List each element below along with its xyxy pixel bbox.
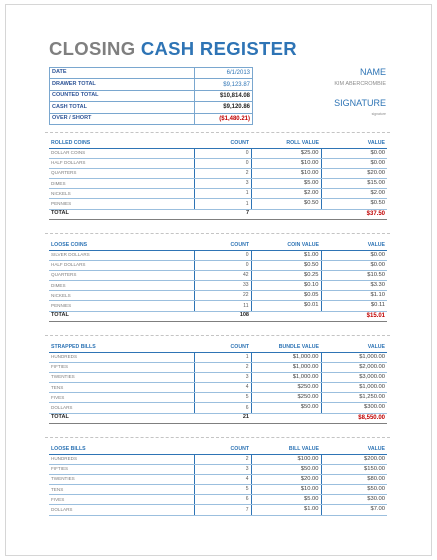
count-cell[interactable]: 7 (194, 505, 251, 515)
section-divider (45, 437, 390, 438)
denomination-cell: FIFTIES (49, 363, 194, 373)
column-header: ROLL VALUE (251, 139, 321, 149)
table-row (49, 261, 387, 271)
signature-heading: SIGNATURE (334, 98, 386, 108)
denomination-cell: DOLLARS (49, 403, 194, 413)
denomination-cell: FIVES (49, 495, 194, 505)
count-cell[interactable]: 6 (194, 403, 251, 413)
count-cell[interactable]: 3 (194, 465, 251, 475)
value-cell: $30.00 (321, 495, 387, 505)
table-header-row (49, 241, 387, 251)
unit-value-cell: $50.00 (251, 403, 321, 413)
table-row (49, 455, 387, 465)
signature-value[interactable]: signature (371, 112, 386, 116)
total-count: 21 (194, 413, 251, 423)
rolled-coins-table (49, 139, 387, 220)
counted-total-label: COUNTED TOTAL (50, 90, 195, 101)
value-cell: $300.00 (321, 403, 387, 413)
summary-row-counted-total (50, 90, 253, 101)
unit-value-cell: $50.00 (251, 465, 321, 475)
unit-value-cell: $100.00 (251, 455, 321, 465)
unit-value-cell: $0.01 (251, 301, 321, 311)
signature-block (260, 98, 386, 116)
denomination-cell: PENNIES (49, 199, 194, 209)
unit-value-cell: $0.25 (251, 271, 321, 281)
denomination-cell: FIFTIES (49, 465, 194, 475)
total-count: 7 (194, 209, 251, 219)
table-row (49, 403, 387, 413)
column-header: BUNDLE VALUE (251, 343, 321, 353)
column-header: COUNT (194, 445, 251, 455)
table-row (49, 291, 387, 301)
title-part-closing: CLOSING (49, 38, 136, 59)
unit-value-cell: $5.00 (251, 179, 321, 189)
value-cell: $0.11 (321, 301, 387, 311)
count-cell[interactable]: 33 (194, 281, 251, 291)
denomination-cell: NICKELS (49, 189, 194, 199)
value-cell: $80.00 (321, 475, 387, 485)
unit-value-cell: $1,000.00 (251, 373, 321, 383)
unit-value-cell: $2.00 (251, 189, 321, 199)
column-header: LOOSE BILLS (49, 445, 194, 455)
value-cell: $200.00 (321, 455, 387, 465)
unit-value-cell: $1,000.00 (251, 363, 321, 373)
denomination-cell: HALF DOLLARS (49, 159, 194, 169)
table-row (49, 393, 387, 403)
table-row (49, 475, 387, 485)
value-cell: $0.50 (321, 199, 387, 209)
page-title (49, 38, 297, 60)
column-header: ROLLED COINS (49, 139, 194, 149)
table-row (49, 281, 387, 291)
value-cell: $20.00 (321, 169, 387, 179)
table-row (49, 465, 387, 475)
column-header: BILL VALUE (251, 445, 321, 455)
denomination-cell: DOLLAR COINS (49, 149, 194, 159)
table-row (49, 169, 387, 179)
section-divider (45, 132, 390, 133)
value-cell: $1,000.00 (321, 383, 387, 393)
column-header: VALUE (321, 343, 387, 353)
value-cell: $0.00 (321, 261, 387, 271)
table-row (49, 149, 387, 159)
unit-value-cell: $25.00 (251, 149, 321, 159)
column-header: COUNT (194, 343, 251, 353)
count-cell[interactable]: 6 (194, 495, 251, 505)
total-blank (251, 311, 321, 321)
section-divider (45, 335, 390, 336)
denomination-cell: SILVER DOLLARS (49, 251, 194, 261)
column-header: COUNT (194, 241, 251, 251)
column-header: LOOSE COINS (49, 241, 194, 251)
column-header: VALUE (321, 445, 387, 455)
count-cell[interactable]: 2 (194, 363, 251, 373)
column-header: VALUE (321, 139, 387, 149)
value-cell: $0.00 (321, 159, 387, 169)
total-value: $37.50 (321, 209, 387, 219)
unit-value-cell: $1.00 (251, 505, 321, 515)
total-row (49, 413, 387, 423)
unit-value-cell: $0.05 (251, 291, 321, 301)
unit-value-cell: $0.10 (251, 281, 321, 291)
count-cell[interactable]: 4 (194, 475, 251, 485)
section-divider (45, 233, 390, 234)
table-row (49, 251, 387, 261)
strapped-bills-table (49, 343, 387, 424)
table-header-row (49, 139, 387, 149)
count-cell[interactable]: 0 (194, 159, 251, 169)
denomination-cell: HALF DOLLARS (49, 261, 194, 271)
unit-value-cell: $10.00 (251, 169, 321, 179)
column-header: STRAPPED BILLS (49, 343, 194, 353)
value-cell: $1.10 (321, 291, 387, 301)
summary-row-date (50, 68, 253, 79)
table-header-row (49, 343, 387, 353)
table-row (49, 485, 387, 495)
cash-total-label: CASH TOTAL (50, 102, 195, 113)
date-value[interactable]: 6/1/2013 (195, 68, 253, 79)
value-cell: $3,000.00 (321, 373, 387, 383)
unit-value-cell: $10.00 (251, 485, 321, 495)
denomination-cell: TENS (49, 485, 194, 495)
over-short-label: OVER / SHORT (50, 113, 195, 124)
value-cell: $7.00 (321, 505, 387, 515)
value-cell: $50.00 (321, 485, 387, 495)
unit-value-cell: $5.00 (251, 495, 321, 505)
denomination-cell: FIVES (49, 393, 194, 403)
total-label: TOTAL (49, 311, 194, 321)
count-cell[interactable]: 22 (194, 291, 251, 301)
value-cell: $2.00 (321, 189, 387, 199)
denomination-cell: HUNDREDS (49, 353, 194, 363)
table-row (49, 179, 387, 189)
table-row (49, 189, 387, 199)
denomination-cell: DIMES (49, 179, 194, 189)
table-row (49, 301, 387, 311)
denomination-cell: HUNDREDS (49, 455, 194, 465)
loose-coins-table (49, 241, 387, 322)
table-row (49, 159, 387, 169)
denomination-cell: QUARTERS (49, 169, 194, 179)
denomination-cell: TWENTIES (49, 373, 194, 383)
column-header: COUNT (194, 139, 251, 149)
total-value: $8,550.00 (321, 413, 387, 423)
unit-value-cell: $20.00 (251, 475, 321, 485)
denomination-cell: DIMES (49, 281, 194, 291)
denomination-cell: NICKELS (49, 291, 194, 301)
count-cell[interactable]: 1 (194, 353, 251, 363)
summary-row-drawer-total (50, 79, 253, 90)
total-blank (251, 209, 321, 219)
denomination-cell: QUARTERS (49, 271, 194, 281)
drawer-total-value[interactable]: $9,123.87 (195, 79, 253, 90)
total-row (49, 209, 387, 219)
unit-value-cell: $250.00 (251, 383, 321, 393)
denomination-cell: DOLLARS (49, 505, 194, 515)
unit-value-cell: $250.00 (251, 393, 321, 403)
count-cell[interactable]: 5 (194, 485, 251, 495)
drawer-total-label: DRAWER TOTAL (50, 79, 195, 90)
value-cell: $0.00 (321, 251, 387, 261)
column-header: COIN VALUE (251, 241, 321, 251)
summary-row-cash-total (50, 102, 253, 113)
total-label: TOTAL (49, 413, 194, 423)
table-row (49, 199, 387, 209)
table-row (49, 505, 387, 515)
cash-total-value: $9,120.86 (195, 102, 253, 113)
over-short-value: ($1,480.21) (195, 113, 253, 124)
name-heading: NAME (359, 67, 386, 77)
value-cell: $0.00 (321, 149, 387, 159)
unit-value-cell: $1,000.00 (251, 353, 321, 363)
loose-bills-table (49, 445, 387, 516)
count-cell[interactable]: 0 (194, 251, 251, 261)
unit-value-cell: $1.00 (251, 251, 321, 261)
total-value: $15.01 (321, 311, 387, 321)
total-label: TOTAL (49, 209, 194, 219)
count-cell[interactable]: 1 (194, 189, 251, 199)
value-cell: $15.00 (321, 179, 387, 189)
table-row (49, 271, 387, 281)
summary-row-over-short (50, 113, 253, 124)
value-cell: $150.00 (321, 465, 387, 475)
denomination-cell: TWENTIES (49, 475, 194, 485)
value-cell: $10.50 (321, 271, 387, 281)
summary-table (49, 67, 253, 125)
count-cell[interactable]: 4 (194, 383, 251, 393)
denomination-cell: PENNIES (49, 301, 194, 311)
name-value[interactable]: KIM ABERCROMBIE (334, 81, 386, 87)
value-cell: $3.30 (321, 281, 387, 291)
unit-value-cell: $0.50 (251, 261, 321, 271)
total-count: 108 (194, 311, 251, 321)
denomination-cell: TENS (49, 383, 194, 393)
count-cell[interactable]: 42 (194, 271, 251, 281)
total-row (49, 311, 387, 321)
count-cell[interactable]: 11 (194, 301, 251, 311)
table-row (49, 353, 387, 363)
title-part-cash-register: CASH REGISTER (140, 38, 297, 59)
count-cell[interactable]: 1 (194, 199, 251, 209)
count-cell[interactable]: 0 (194, 149, 251, 159)
unit-value-cell: $10.00 (251, 159, 321, 169)
count-cell[interactable]: 3 (194, 179, 251, 189)
total-blank (251, 413, 321, 423)
count-cell[interactable]: 3 (194, 373, 251, 383)
table-row (49, 363, 387, 373)
column-header: VALUE (321, 241, 387, 251)
count-cell[interactable]: 2 (194, 169, 251, 179)
table-header-row (49, 445, 387, 455)
table-row (49, 495, 387, 505)
table-row (49, 373, 387, 383)
value-cell: $1,000.00 (321, 353, 387, 363)
table-row (49, 383, 387, 393)
unit-value-cell: $0.50 (251, 199, 321, 209)
value-cell: $1,250.00 (321, 393, 387, 403)
count-cell[interactable]: 0 (194, 261, 251, 271)
counted-total-value: $10,814.08 (195, 90, 253, 101)
count-cell[interactable]: 5 (194, 393, 251, 403)
name-block (260, 67, 386, 87)
date-label: DATE (50, 68, 195, 79)
count-cell[interactable]: 2 (194, 455, 251, 465)
value-cell: $2,000.00 (321, 363, 387, 373)
